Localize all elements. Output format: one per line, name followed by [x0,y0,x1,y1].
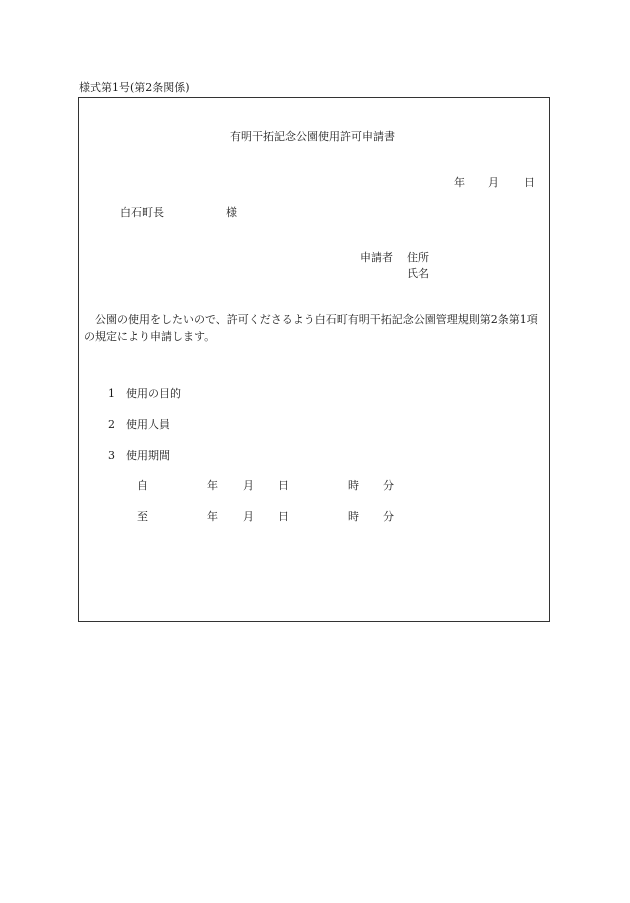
form-title: 有明干拓記念公園使用許可申請書 [230,130,395,143]
period-to-day: 日 [278,510,289,523]
item-number: 1 [108,387,115,400]
period-to-year: 年 [207,510,218,523]
period-from-label: 自 [137,479,148,492]
period-to-minute: 分 [383,510,394,523]
item-number: 2 [108,418,115,431]
addressee-name: 白石町長 [120,206,164,219]
period-from-hour: 時 [348,479,359,492]
item-label: 使用の目的 [126,387,181,400]
body-paragraph: 公園の使用をしたいので、許可くださるよう白石町有明干拓記念公園管理規則第2条第1項の規定により申請します。 [84,313,538,343]
form-frame [78,97,550,622]
item-number: 3 [108,449,115,462]
item-label: 使用人員 [126,418,170,431]
date-year-label: 年 [454,176,465,189]
period-to-month: 月 [243,510,254,523]
applicant-label: 申請者 [360,251,393,264]
period-from-year: 年 [207,479,218,492]
period-to-label: 至 [137,510,148,523]
date-month-label: 月 [488,176,499,189]
applicant-address-label: 住所 [407,251,429,264]
period-to-hour: 時 [348,510,359,523]
item-label: 使用期間 [126,449,170,462]
form-number-label: 様式第1号(第2条関係) [79,81,190,94]
applicant-name-label: 氏名 [407,267,429,280]
period-from-month: 月 [243,479,254,492]
addressee-honorific: 様 [226,206,237,219]
period-from-minute: 分 [383,479,394,492]
period-from-day: 日 [278,479,289,492]
date-day-label: 日 [524,176,535,189]
